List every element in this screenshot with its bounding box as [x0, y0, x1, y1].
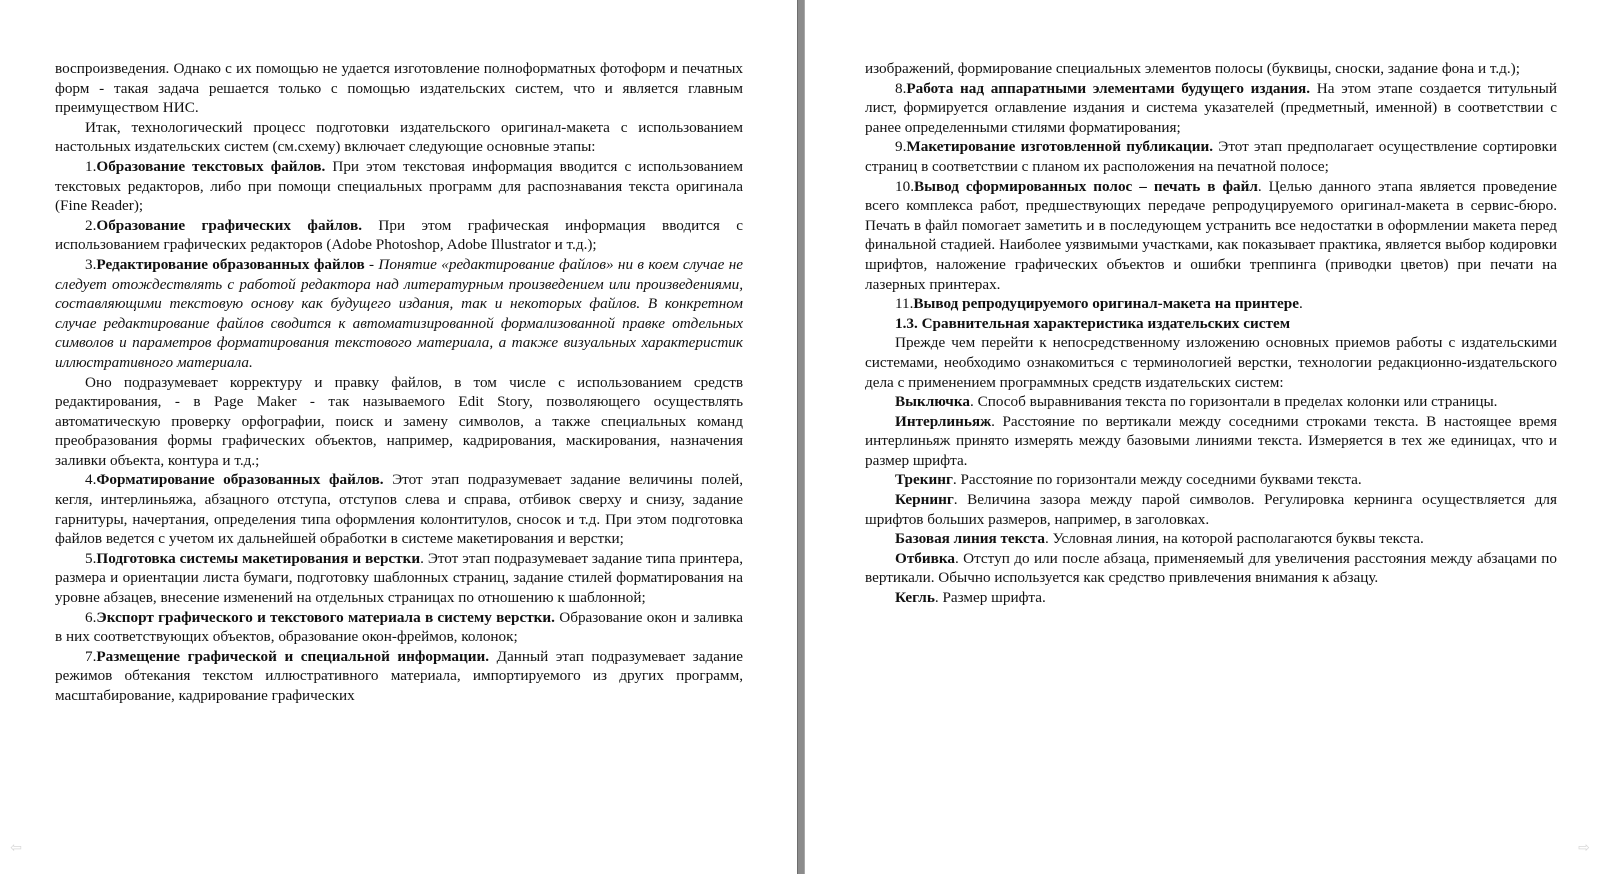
definition: . Размер шрифта. — [934, 589, 1046, 607]
section-heading: 1.3. Сравнительная характеристика издательских систем — [895, 314, 1291, 332]
stage-text: Данный этап подразумевает задание режимов обтекания текстом иллюстративного материала, импортируемого из других программ, масштабирование, кадрирование графических — [55, 647, 743, 704]
stage-number: 7. — [85, 647, 97, 665]
stage-text: При этом графическая информация вводится с использованием графических редакторов (Adobe Photoshop, Adobe Illustrator и т.д.); — [55, 216, 743, 254]
term-definition — [865, 588, 1557, 608]
stage-11 — [865, 294, 1557, 314]
paragraph: Оно подразумевает корректуру и правку файлов, в том числе с использованием средств редактирования, - в Page Maker - так называемого Edit Story, позволяющего осуществлять автоматическую проверку орфографии, поиск и замену символов, а также специальных команд преобразования формы графических объектов, например, кадрирования, маскирования, назначения заливки объекта, контура и т.д.; — [55, 373, 743, 469]
term: Отбивка — [895, 549, 955, 567]
stage-title: Образование графических файлов. — [96, 216, 363, 234]
stage-title: Вывод репродуцируемого оригинал-макета на принтере — [913, 295, 1299, 313]
paragraph: Прежде чем перейти к непосредственному изложению основных приемов работы с издательскими системами, необходимо ознакомиться с терминологией верстки, технологии редакционно-издательского дела с применением программных средств издательских систем: — [865, 334, 1557, 391]
stage-title: Макетирование изготовленной публикации. — [906, 138, 1214, 156]
term: Выключка — [895, 393, 970, 411]
stage-title: Редактирование образованных файлов — [96, 255, 365, 273]
stage-9 — [865, 137, 1557, 176]
stage-text: . Целью данного этапа является проведение всего комплекса работ, предшествующих передаче репродуцируемого оригинал-макета в сервис-бюро. Печать в файл помогает заметить и в последующем устранить все недостатки в оформлении макета перед финальной стадией. Наиболее уязвимыми участками, как показывает практика, является выбор кодировки шрифтов, наложение графических объектов и ошибки треппинга (приводки цветов) при печати на лазерных принтерах. — [865, 177, 1558, 293]
stage-text: . — [1298, 295, 1303, 313]
term: Кернинг — [895, 491, 954, 509]
stage-title: Экспорт графического и текстового материала в систему верстки. — [96, 608, 555, 626]
term-definition — [865, 490, 1557, 529]
stage-7 — [55, 647, 743, 706]
term-definition — [865, 470, 1557, 490]
stage-title: Размещение графической и специальной информации. — [96, 647, 490, 665]
term: Базовая линия текста — [895, 530, 1046, 548]
stage-number: 4. — [85, 471, 97, 489]
stage-text: Этот этап подразумевает задание величины полей, кегля, интерлиньяжа, абзацного отступа, отступов слева и справа, отбивок сверху и снизу, задание гарнитуры, начертания, определения типа оформления колонтитулов, сносок и т.д. При этом подготовка файлов ведется с учетом их дальнейшей обработки в системе макетирования и верстки; — [55, 471, 744, 548]
stage-6 — [55, 608, 743, 647]
stage-3 — [55, 255, 743, 373]
definition: . Расстояние по горизонтали между соседними буквами текста. — [952, 471, 1362, 489]
paragraph: Итак, технологический процесс подготовки издательского оригинал-макета с использованием настольных издательских систем (см.схему) включает следующие основные этапы: — [55, 118, 743, 156]
stage-title: Работа над аппаратными элементами будущего издания. — [906, 79, 1311, 97]
stage-text: Образование окон и заливка в них соответствующих объектов, образование окон-фреймов, колонок; — [55, 608, 744, 646]
stage-title: Подготовка системы макетирования и верстки — [96, 549, 421, 567]
stage-number: 8. — [895, 79, 907, 97]
arrow-left-icon[interactable]: ⇦ — [10, 840, 22, 856]
term: Трекинг — [895, 471, 953, 489]
term-definition — [865, 412, 1557, 471]
stage-text: . Этот этап подразумевает задание типа принтера, размера и ориентации листа бумаги, подготовку шаблонных страниц, задание стилей форматирования на уровне абзацев, внесение изменений на отдельных страницах по отношению к шаблонной; — [55, 549, 743, 607]
stage-title: Вывод сформированных полос – печать в файл — [913, 177, 1258, 195]
right-page — [805, 0, 1600, 874]
stage-5 — [55, 549, 743, 608]
stage-text-italic: - Понятие «редактирование файлов» ни в коем случае не следует отождествлять с работой редактора над литературным произведением или произведениями, составляющими текстовую основу как будущего издания, так и некоторых файлов. В конкретном случае редактирование файлов сводится к автоматизированной формализованной правке отдельных символов и параметров форматирования текстового материала, а также визуальных характеристик иллюстративного материала. — [55, 255, 743, 371]
term-definition — [865, 529, 1557, 549]
stage-title: Форматирование образованных файлов. — [96, 471, 384, 489]
stage-number: 5. — [85, 549, 97, 567]
paragraph: изображений, формирование специальных элементов полосы (буквицы, сноски, задание фона и т.д.); — [865, 60, 1520, 77]
definition: . Условная линия, на которой располагаются буквы текста. — [1045, 530, 1424, 548]
definition: . Величина зазора между парой символов. Регулировка кернинга осуществляется для шрифтов больших размеров, например, в заголовках. — [865, 491, 1557, 528]
stage-2 — [55, 216, 743, 255]
stage-8 — [865, 79, 1557, 138]
stage-number: 6. — [85, 608, 97, 626]
stage-text: Этот этап предполагает осуществление сортировки страниц в соответствии с планом их расположения на печатной полосе; — [865, 138, 1557, 175]
page-divider — [797, 0, 805, 874]
stage-text: На этом этапе создается титульный лист, формируется оглавление издания и система указателей (предметный, именной) в соответствии с ранее определенными стилями форматирования; — [865, 79, 1557, 136]
stage-number: 1. — [85, 157, 97, 175]
stage-title: Образование текстовых файлов. — [96, 157, 326, 175]
definition: . Способ выравнивания текста по горизонтали в пределах колонки или страницы. — [969, 393, 1498, 411]
stage-text: При этом текстовая информация вводится с использованием текстовых редакторов, либо при помощи специальных программ для распознавания текста оригинала (Fine Reader); — [55, 157, 743, 215]
stage-1 — [55, 157, 743, 216]
term: Кегль — [895, 589, 935, 607]
definition: . Отступ до или после абзаца, применяемый для увеличения расстояния между абзацами по вертикали. Обычно используется как средство привлечения внимания к абзацу. — [865, 549, 1557, 587]
term-definition — [865, 549, 1557, 588]
stage-4 — [55, 470, 743, 548]
stage-number: 3. — [85, 255, 97, 273]
left-text-column — [55, 59, 743, 706]
stage-number: 11. — [895, 295, 914, 313]
left-page — [0, 0, 797, 874]
stage-number: 10. — [895, 177, 914, 195]
arrow-right-icon[interactable]: ⇨ — [1578, 840, 1590, 856]
stage-number: 2. — [85, 216, 97, 234]
term-definition — [865, 392, 1557, 412]
stage-10 — [865, 177, 1557, 295]
stage-number: 9. — [895, 138, 907, 156]
term: Интерлиньяж — [895, 412, 992, 430]
paragraph: воспроизведения. Однако с их помощью не удается изготовление полноформатных фотоформ и печатных форм - такая задача решается только с помощью издательских систем, что и является главным преимуществом НИС. — [55, 60, 743, 117]
right-text-column — [865, 59, 1557, 608]
definition: . Расстояние по вертикали между соседними строками текста. В настоящее время интерлиньяж принято измерять между базовыми линиями текста. Измеряется в тех же единицах, что и размер шрифта. — [865, 412, 1557, 469]
